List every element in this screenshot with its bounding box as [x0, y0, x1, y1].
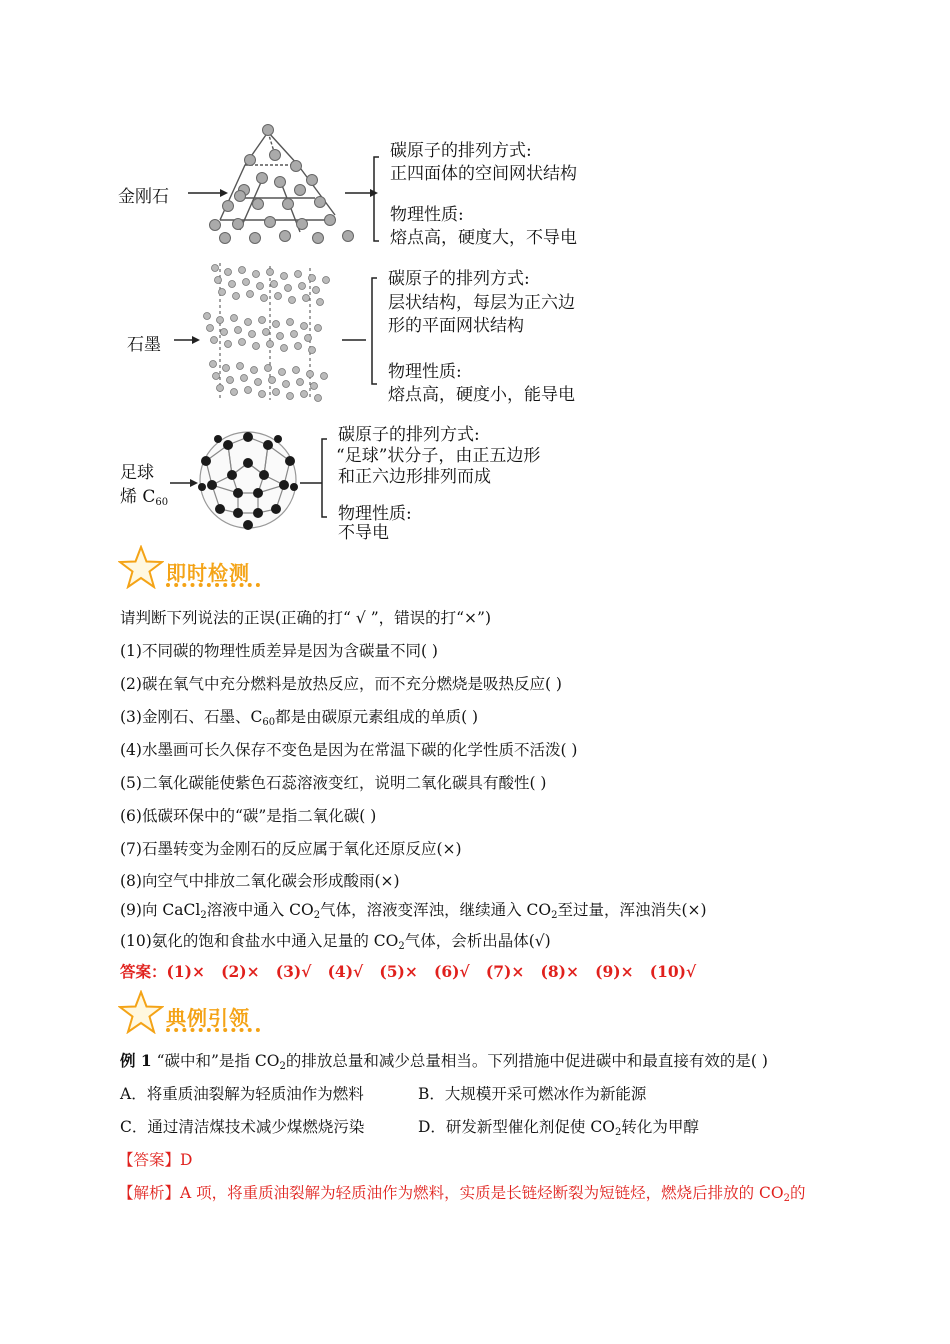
question-intro: 请判断下列说法的正误(正确的打“ √ ”，错误的打“×”)	[120, 609, 492, 627]
option-c: C．通过清洁煤技术减少煤燃烧污染	[120, 1118, 365, 1136]
title-underline-dots	[166, 583, 260, 593]
statement-2: (2)碳在氧气中充分燃料是放热反应，而不充分燃烧是吸热反应( )	[120, 675, 562, 693]
statement-1: (1)不同碳的物理性质差异是因为含碳量不同( )	[120, 642, 438, 660]
diamond-prop-desc: 熔点高，硬度大，不导电	[390, 228, 577, 248]
statement-10: (10)氨化的饱和食盐水中通入足量的 $CO_2$气体，会析出晶体(√)	[120, 932, 551, 952]
graphite-arrange-title: 碳原子的排列方式:	[388, 269, 530, 289]
graphite-arrange-desc-2: 形的平面网状结构	[388, 316, 524, 336]
graphite-bracket	[366, 276, 378, 388]
diamond-prop-title: 物理性质:	[390, 205, 464, 225]
c60-label-line2: 烯 $C_{60}$	[120, 487, 169, 508]
section-title-example: 典例引领	[166, 1006, 250, 1030]
option-b: B．大规模开采可燃冰作为新能源	[418, 1085, 647, 1103]
example-answer: 【答案】D	[118, 1151, 193, 1169]
statement-5: (5)二氧化碳能使紫色石蕊溶液变红，说明二氧化碳具有酸性( )	[120, 774, 547, 792]
star-icon	[118, 545, 164, 589]
star-icon	[118, 990, 164, 1034]
graphite-prop-title: 物理性质:	[388, 362, 462, 382]
diamond-bracket	[368, 155, 380, 245]
statement-7: (7)石墨转变为金刚石的反应属于氧化还原反应(×)	[120, 840, 462, 858]
statement-4: (4)水墨画可长久保存不变色是因为在常温下碳的化学性质不活泼( )	[120, 741, 578, 759]
answers-quick-check: 答案：(1)× (2)× (3)√ (4)√ (5)× (6)√ (7)× (8)× (9)× (10)√	[120, 962, 697, 981]
diamond-label: 金刚石	[118, 187, 169, 207]
c60-prop-title: 物理性质:	[338, 504, 412, 524]
statement-6: (6)低碳环保中的“碳”是指二氧化碳( )	[120, 807, 377, 825]
c60-bracket	[316, 437, 328, 521]
graphite-arrange-desc-1: 层状结构，每层为正六边	[388, 293, 575, 313]
option-a: A．将重质油裂解为轻质油作为燃料	[120, 1085, 364, 1103]
graphite-label: 石墨	[127, 335, 161, 355]
example-analysis: 【解析】A 项，将重质油裂解为轻质油作为燃料，实质是长链烃断裂为短链烃，燃烧后排放的 $CO_2$的	[118, 1184, 806, 1204]
diamond-arrange-desc: 正四面体的空间网状结构	[390, 164, 577, 184]
c60-arrange-desc-1: “足球”状分子，由正五边形	[336, 446, 541, 466]
statement-9: (9)向 CaCl$_2$溶液中通入 $CO_2$气体，溶液变浑浊，继续通入 $CO_2$至过量，浑浊消失(×)	[120, 901, 707, 921]
statement-8: (8)向空气中排放二氧化碳会形成酸雨(×)	[120, 872, 400, 890]
section-title-quick-check: 即时检测	[166, 561, 250, 585]
title-underline-dots	[166, 1028, 260, 1038]
c60-label-line1: 足球	[120, 463, 154, 483]
graphite-prop-desc: 熔点高，硬度小，能导电	[388, 385, 575, 405]
graphite-structure-image	[170, 258, 370, 408]
example-question: 例 1 “碳中和”是指 $CO_2$的排放总量和减少总量相当。下列措施中促进碳中和最直接有效的是( )	[120, 1051, 768, 1072]
c60-arrange-title: 碳原子的排列方式:	[338, 425, 480, 445]
c60-structure-image	[168, 425, 323, 535]
c60-prop-desc: 不导电	[338, 523, 389, 543]
option-d: D．研发新型催化剂促使 $CO_2$转化为甲醇	[418, 1118, 699, 1138]
diamond-structure-image	[180, 120, 380, 250]
diamond-arrange-title: 碳原子的排列方式:	[390, 141, 532, 161]
c60-arrange-desc-2: 和正六边形排列而成	[338, 467, 491, 487]
statement-3: (3)金刚石、石墨、$C_{60}$都是由碳原元素组成的单质( )	[120, 708, 479, 728]
